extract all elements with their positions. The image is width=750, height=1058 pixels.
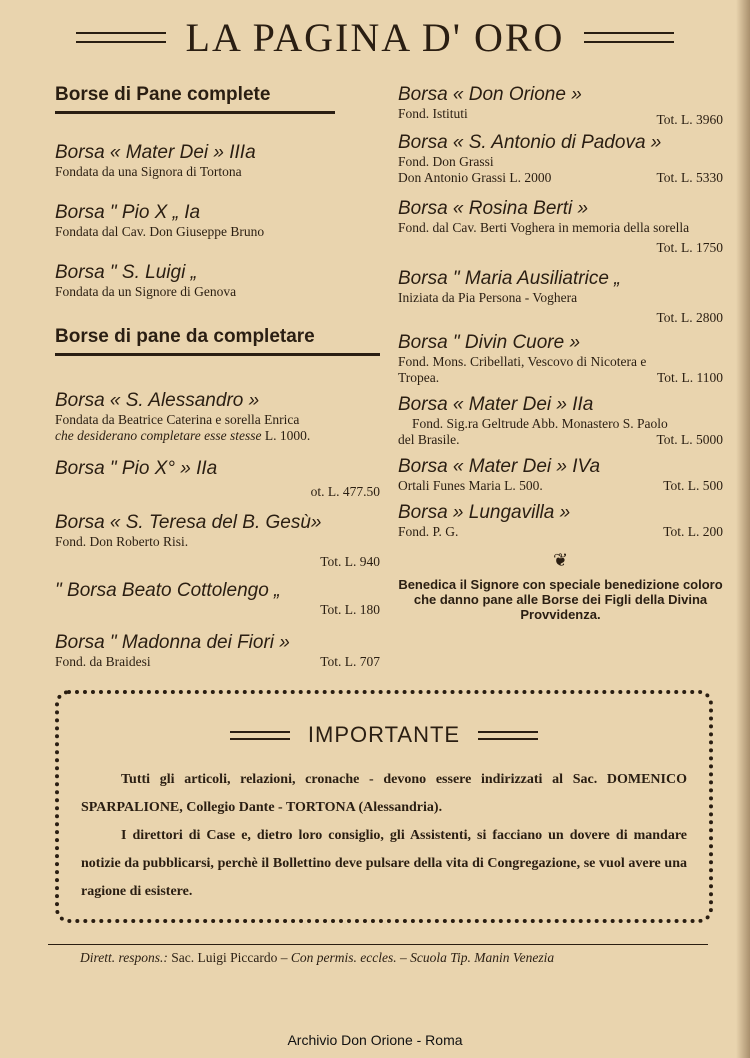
list-item	[398, 198, 723, 256]
borsa-total: Tot. L. 200	[663, 524, 723, 539]
ornament-icon: ❦	[552, 550, 569, 570]
borsa-row	[398, 170, 723, 186]
page-edge-shadow	[736, 0, 750, 1058]
borsa-amount: L. 1000.	[264, 428, 311, 443]
footer-line	[80, 950, 720, 966]
borsa-name: Borsa " S. Luigi „	[55, 262, 197, 283]
borsa-total: Tot. L. 940	[320, 554, 380, 569]
footer-printer: Scuola Tip. Manin Venezia	[410, 950, 555, 965]
borsa-desc: Fond. Mons. Cribellati, Vescovo di Nicotera e	[398, 354, 647, 369]
section-heading-complete: Borse di Pane complete	[55, 84, 335, 114]
list-item	[55, 142, 380, 180]
borsa-total: Tot. L. 2800	[656, 310, 723, 325]
blessing-text: Benedica il Signore con speciale benedizione coloro che danno pane alle Borse dei Figli della Divina Provvidenza.	[398, 577, 723, 622]
borsa-name: Borsa « S. Teresa del B. Gesù»	[55, 512, 322, 533]
section-heading-to-complete: Borse di pane da completare	[55, 326, 380, 356]
list-item	[398, 456, 723, 494]
list-item	[398, 84, 723, 128]
borsa-desc-2: del Brasile.	[398, 432, 460, 447]
borsa-desc: Fond. Istituti	[398, 106, 468, 121]
borsa-name: Borsa « Mater Dei » IIIa	[55, 142, 256, 163]
borsa-desc: Fondata da una Signora di Tortona	[55, 164, 242, 179]
borsa-name: Borsa « Rosina Berti »	[398, 198, 589, 219]
borsa-name: Borsa « S. Antonio di Padova »	[398, 132, 662, 153]
borsa-total: Tot. L. 500	[663, 478, 723, 493]
borsa-desc: Ortali Funes Maria L. 500.	[398, 478, 543, 493]
list-item	[55, 202, 380, 240]
borsa-total: Tot. L. 5000	[656, 432, 723, 447]
list-item	[55, 390, 380, 444]
list-item	[398, 332, 723, 386]
borsa-row	[398, 478, 723, 494]
important-box	[55, 690, 713, 923]
list-item	[55, 458, 380, 500]
list-item	[55, 580, 380, 618]
footer-sep: –	[280, 950, 288, 965]
borsa-name: Borsa " Pio X° » IIa	[55, 458, 218, 479]
list-item	[55, 632, 380, 670]
borsa-name: Borsa « Mater Dei » IIa	[398, 394, 594, 415]
borsa-name: Borsa « Don Orione »	[398, 84, 582, 105]
borsa-row	[398, 106, 723, 128]
borsa-name: " Borsa Beato Cottolengo „	[55, 580, 281, 601]
borsa-total: Tot. L. 1100	[656, 370, 723, 385]
borsa-desc: Fond. Sig.ra Geltrude Abb. Monastero S. Paolo	[412, 416, 668, 431]
borsa-row	[398, 370, 723, 386]
borsa-total: Tot. L. 3960	[656, 112, 723, 127]
list-item	[55, 512, 380, 570]
borsa-desc: Fond. dal Cav. Berti Voghera in memoria della sorella	[398, 220, 690, 235]
footer-sep: –	[399, 950, 407, 965]
borsa-name: Borsa " Maria Ausiliatrice „	[398, 268, 621, 289]
footer-director: Sac. Luigi Piccardo	[171, 950, 278, 965]
important-paragraph-2: I direttori di Case e, dietro loro consiglio, gli Assistenti, si facciano un dovere di mandare notizie da pubblicarsi, perchè il Bollettino deve pulsare della vita di Congregazione, se vuol avere una ragione di esistere.	[81, 828, 687, 899]
list-item	[398, 268, 723, 326]
borsa-row	[398, 432, 723, 448]
list-item	[398, 132, 723, 186]
borsa-total: ot. L. 477.50	[310, 484, 380, 499]
borsa-name: Borsa « S. Alessandro »	[55, 390, 260, 411]
borsa-desc: Fond. da Braidesi	[55, 654, 151, 669]
list-item	[398, 394, 723, 448]
borsa-total: Tot. L. 5330	[656, 170, 723, 185]
borsa-desc: Fondata da un Signore di Genova	[55, 284, 237, 299]
archive-caption: Archivio Don Orione - Roma	[287, 1032, 463, 1048]
borsa-desc: Fond. P. G.	[398, 524, 459, 539]
list-item	[55, 262, 380, 300]
borsa-total: Tot. L. 1750	[656, 240, 723, 255]
borsa-desc: Iniziata da Pia Persona - Voghera	[398, 290, 578, 305]
footer-label: Dirett. respons.:	[80, 950, 168, 965]
borsa-name: Borsa « Mater Dei » IVa	[398, 456, 601, 477]
right-column	[398, 84, 723, 622]
list-item	[398, 502, 723, 540]
borsa-row	[55, 654, 380, 670]
page-title: LA PAGINA D' ORO	[185, 15, 565, 60]
footer-permission: Con permis. eccles.	[290, 950, 397, 965]
borsa-desc: Fondata dal Cav. Don Giuseppe Bruno	[55, 224, 265, 239]
borsa-name: Borsa " Madonna dei Fiori »	[55, 632, 290, 653]
left-column	[55, 84, 380, 670]
borsa-desc-italic: che desiderano completare esse stesse	[55, 428, 262, 443]
header-rule-left	[76, 32, 166, 43]
important-heading	[59, 722, 709, 748]
header-rule-right	[584, 32, 674, 43]
borsa-desc: Fond. Don Roberto Risi.	[55, 534, 189, 549]
borsa-desc: Fondata da Beatrice Caterina e sorella Enrica	[55, 412, 300, 427]
borsa-row	[398, 524, 723, 540]
borsa-name: Borsa " Pio X „ Ia	[55, 202, 201, 223]
page-header	[0, 14, 750, 61]
borsa-desc: Fond. Don Grassi	[398, 154, 494, 169]
important-label: IMPORTANTE	[307, 722, 461, 747]
important-text	[81, 766, 687, 906]
borsa-name: Borsa » Lungavilla »	[398, 502, 571, 523]
borsa-total: Tot. L. 180	[320, 602, 380, 617]
borsa-name: Borsa " Divin Cuore »	[398, 332, 581, 353]
borsa-total: Tot. L. 707	[320, 654, 380, 669]
heading-rule-left	[230, 731, 290, 740]
heading-rule-right	[478, 731, 538, 740]
footer-divider	[48, 944, 708, 945]
borsa-desc-2: Don Antonio Grassi L. 2000	[398, 170, 552, 185]
borsa-desc-2	[55, 428, 380, 444]
borsa-desc-2: Tropea.	[398, 370, 440, 385]
important-paragraph-1: Tutti gli articoli, relazioni, cronache - devono essere indirizzati al Sac. DOMENICO SPARPALIONE, Collegio Dante - TORTONA (Alessandria).	[81, 772, 687, 815]
